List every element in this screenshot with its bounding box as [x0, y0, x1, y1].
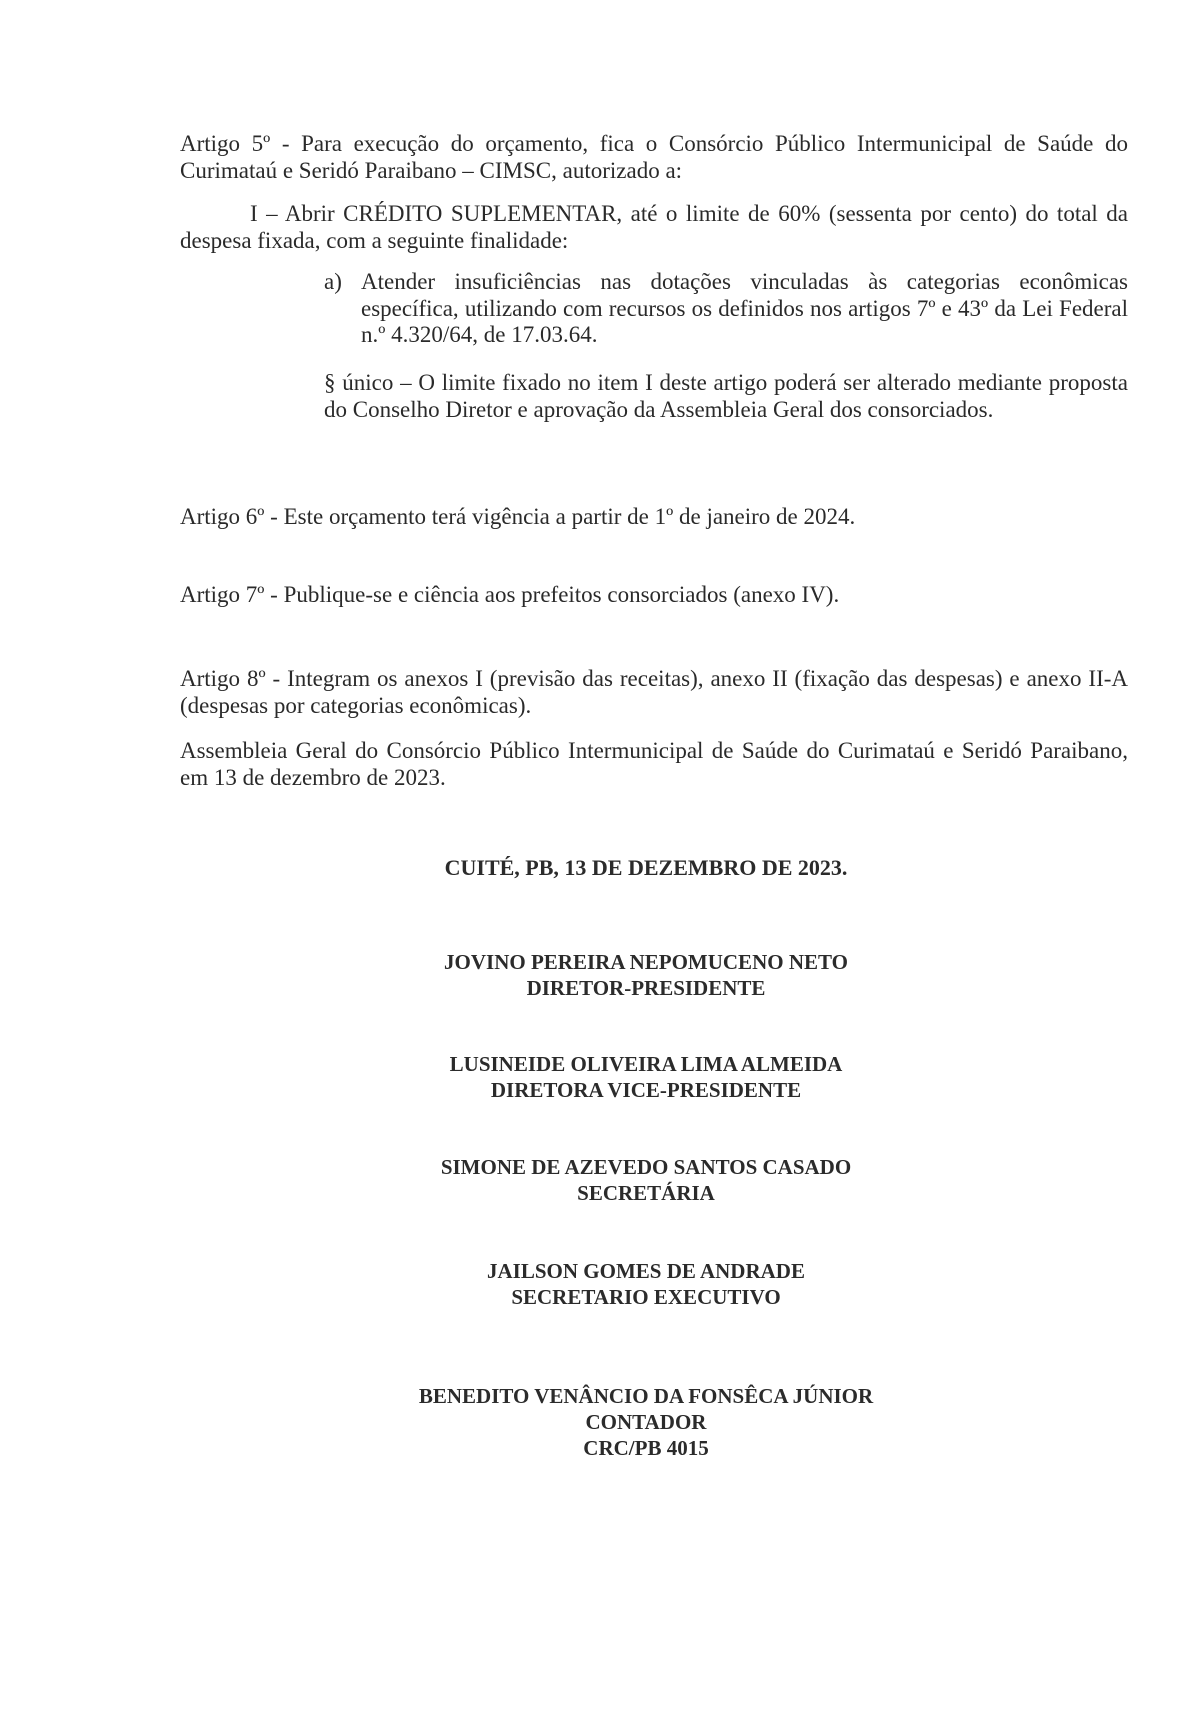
signatory-name: JOVINO PEREIRA NEPOMUCENO NETO — [444, 950, 848, 974]
article-7: Artigo 7º - Publique-se e ciência aos prefeitos consorciados (anexo IV). — [180, 582, 840, 607]
signatory-name: JAILSON GOMES DE ANDRADE — [487, 1259, 805, 1283]
signatory-role: SECRETARIO EXECUTIVO — [511, 1285, 781, 1309]
signatory-role: SECRETÁRIA — [577, 1181, 715, 1205]
article-5-item-a — [324, 269, 1128, 349]
signatory-block — [300, 1383, 992, 1461]
signatory-block — [300, 1051, 992, 1103]
signatory-name: BENEDITO VENÂNCIO DA FONSÊCA JÚNIOR — [418, 1384, 874, 1408]
signatory-block — [300, 1258, 992, 1310]
signatory-registration: CRC/PB 4015 — [583, 1436, 709, 1460]
signatory-role: CONTADOR — [585, 1410, 707, 1434]
place-date: CUITÉ, PB, 13 DE DEZEMBRO DE 2023. — [444, 855, 848, 880]
assembly-statement: Assembleia Geral do Consórcio Público Intermunicipal de Saúde do Curimataú e Seridó Paraibano, em 13 de dezembro de 2023. — [180, 738, 1128, 790]
item-a-text: Atender insuficiências nas dotações vinculadas às categorias econômicas específica, utilizando com recursos os definidos nos artigos 7º e 43º da Lei Federal n.º 4.320/64, de 17.03.64. — [361, 269, 1128, 347]
article-5-item-i: I – Abrir CRÉDITO SUPLEMENTAR, até o limite de 60% (sessenta por cento) do total da despesa fixada, com a seguinte finalidade: — [180, 201, 1128, 253]
signatory-name: SIMONE DE AZEVEDO SANTOS CASADO — [440, 1155, 852, 1179]
signatory-name: LUSINEIDE OLIVEIRA LIMA ALMEIDA — [449, 1052, 843, 1076]
signatory-role: DIRETORA VICE-PRESIDENTE — [490, 1078, 802, 1102]
signatory-block — [300, 1154, 992, 1206]
article-5: Artigo 5º - Para execução do orçamento, fica o Consórcio Público Intermunicipal de Saúde do Curimataú e Seridó Paraibano – CIMSC, autorizado a: — [180, 131, 1128, 183]
item-a-label: a) — [324, 269, 342, 294]
article-8: Artigo 8º - Integram os anexos I (previsão das receitas), anexo II (fixação das despesas) e anexo II-A (despesas por categorias econômicas). — [180, 666, 1128, 718]
paragraph-unico: § único – O limite fixado no item I deste artigo poderá ser alterado mediante proposta do Conselho Diretor e aprovação da Assembleia Geral dos consorciados. — [324, 370, 1128, 422]
signatory-role: DIRETOR-PRESIDENTE — [526, 976, 766, 1000]
signatory-block — [300, 949, 992, 1001]
article-6: Artigo 6º - Este orçamento terá vigência a partir de 1º de janeiro de 2024. — [180, 504, 856, 529]
